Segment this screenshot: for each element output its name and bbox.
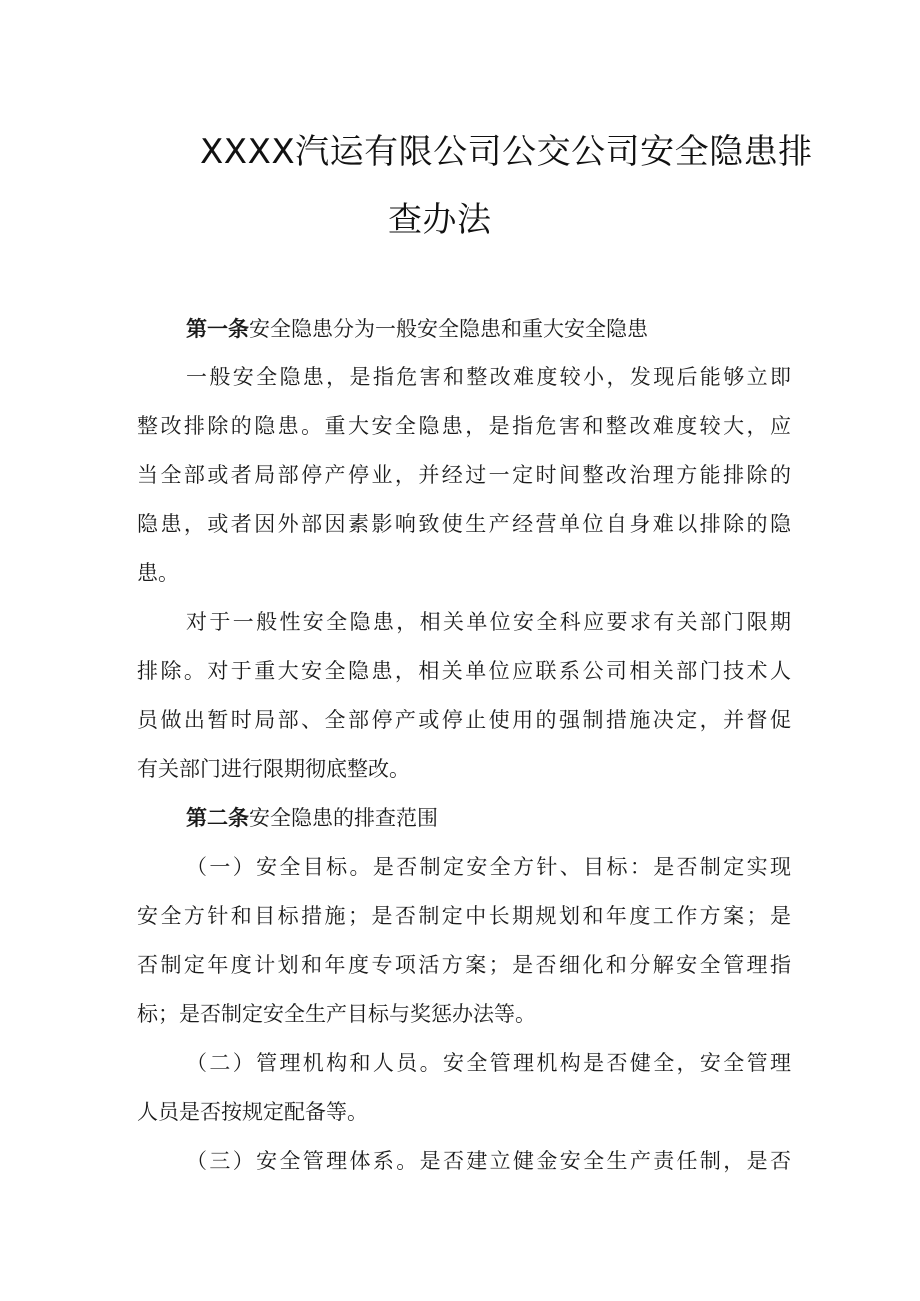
article-1-heading-text: 安全隐患分为一般安全隐患和重大安全隐患 xyxy=(249,317,648,341)
article-2-heading-text: 安全隐患的排查范围 xyxy=(249,806,438,830)
paragraph-line: 人员是否按规定配备等。 xyxy=(137,1100,368,1124)
paragraph-line: 否制定年度计划和年度专项活方案；是否细化和分解安全管理指 xyxy=(137,953,791,977)
article-1-label: 第一条 xyxy=(186,317,249,341)
paragraph-line: （三）安全管理体系。是否建立健金安全生产责任制，是否 xyxy=(186,1149,791,1173)
paragraph-line: （一）安全目标。是否制定安全方针、目标：是否制定实现 xyxy=(186,855,791,879)
paragraph-line: 当全部或者局部停产停业，并经过一定时间整改治理方能排除的 xyxy=(137,463,791,487)
paragraph-line: 有关部门进行限期彻底整改。 xyxy=(137,757,410,781)
paragraph-line: 一般安全隐患，是指危害和整改难度较小，发现后能够立即 xyxy=(186,365,791,389)
paragraph-line: 整改排除的隐患。重大安全隐患，是指危害和整改难度较大，应 xyxy=(137,414,791,438)
paragraph-line: 对于一般性安全隐患，相关单位安全科应要求有关部门限期 xyxy=(186,610,791,634)
article-1-heading xyxy=(186,314,791,344)
paragraph-line: 员做出暂时局部、全部停产或停止使用的强制措施决定，并督促 xyxy=(137,708,791,732)
paragraph-line: 排除。对于重大安全隐患，相关单位应联系公司相关部门技术人 xyxy=(137,659,791,683)
document-title-line-2: 查办法 xyxy=(388,200,492,240)
paragraph-line: 患。 xyxy=(137,561,179,585)
paragraph-line: 安全方针和目标措施；是否制定中长期规划和年度工作方案；是 xyxy=(137,904,791,928)
paragraph-line: 标；是否制定安全生产目标与奖惩办法等。 xyxy=(137,1002,536,1026)
paragraph-line: （二）管理机构和人员。安全管理机构是否健全，安全管理 xyxy=(186,1051,791,1075)
article-2-heading xyxy=(186,803,791,833)
article-2-label: 第二条 xyxy=(186,806,249,830)
document-title-line-1: XXXX汽运有限公司公交公司安全隐患排 xyxy=(200,132,813,172)
paragraph-line: 隐患，或者因外部因素影响致使生产经营单位自身难以排除的隐 xyxy=(137,512,791,536)
